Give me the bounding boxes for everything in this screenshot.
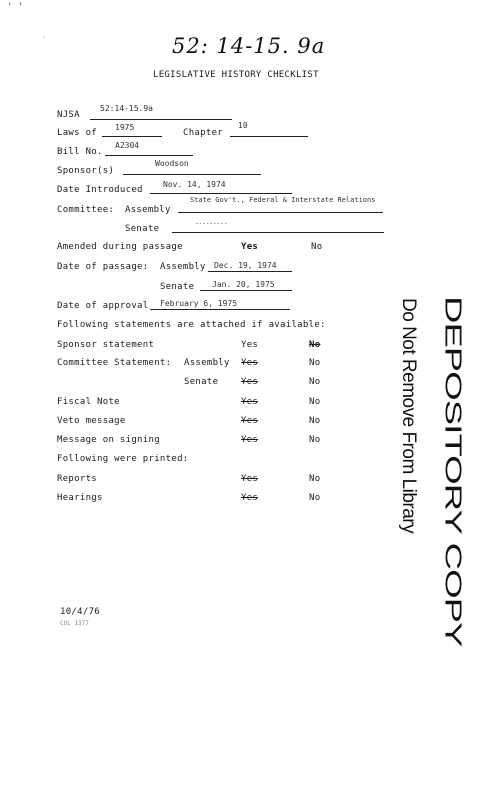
handwritten-reference: 52: 14-15. 9a bbox=[172, 34, 326, 58]
committee-assembly-label: Assembly bbox=[125, 205, 171, 215]
njsa-label: NJSA bbox=[57, 110, 80, 120]
sponsors-underline bbox=[123, 174, 261, 175]
footer-date: 10/4/76 bbox=[60, 607, 101, 617]
passage-assembly-label: Assembly bbox=[160, 262, 206, 272]
chapter-value: 10 bbox=[238, 121, 248, 130]
passage-assembly-value: Dec. 19, 1974 bbox=[214, 261, 277, 270]
committee-statement-assembly-label: Assembly bbox=[184, 358, 230, 368]
sponsors-label: Sponsor(s) bbox=[57, 166, 115, 176]
committee-senate-label: Senate bbox=[125, 224, 160, 234]
fiscal-note-label: Fiscal Note bbox=[57, 397, 120, 407]
njsa-underline bbox=[90, 119, 232, 120]
date-introduced-label: Date Introduced bbox=[57, 185, 143, 195]
chapter-underline bbox=[230, 136, 308, 137]
date-of-approval-label: Date of approval bbox=[57, 301, 149, 311]
committee-statement-assembly-yes: Yes bbox=[241, 358, 259, 368]
attached-header: Following statements are attached if available: bbox=[57, 320, 326, 330]
bill-no-underline bbox=[105, 155, 193, 156]
hearings-yes: Yes bbox=[241, 493, 259, 503]
bill-no-value: A2304 bbox=[115, 141, 140, 150]
laws-of-underline bbox=[102, 136, 162, 137]
passage-senate-underline bbox=[200, 290, 292, 291]
committee-senate-value: --------- bbox=[195, 220, 228, 227]
date-introduced-underline bbox=[150, 193, 292, 194]
committee-statement-senate-yes: Yes bbox=[241, 377, 259, 387]
message-on-signing-no: No bbox=[309, 435, 321, 445]
sponsors-value: Woodson bbox=[155, 159, 189, 168]
stray-mark: · bbox=[42, 34, 46, 41]
reports-yes: Yes bbox=[241, 474, 259, 484]
veto-message-yes: Yes bbox=[241, 416, 259, 426]
date-of-passage-label: Date of passage: bbox=[57, 262, 149, 272]
bill-no-label: Bill No. bbox=[57, 147, 103, 157]
committee-statement-senate-label: Senate bbox=[184, 377, 219, 387]
do-not-remove-stamp: Do Not Remove From Library bbox=[398, 298, 419, 534]
fiscal-note-no: No bbox=[309, 397, 321, 407]
passage-senate-label: Senate bbox=[160, 282, 195, 292]
laws-of-label: Laws of bbox=[57, 128, 98, 138]
committee-assembly-value: State Gov't., Federal & Interstate Relations bbox=[190, 196, 376, 204]
printed-header: Following were printed: bbox=[57, 454, 189, 464]
laws-of-value: 1975 bbox=[115, 123, 135, 132]
sponsor-statement-label: Sponsor statement bbox=[57, 340, 155, 350]
njsa-value: 52:14-15.9a bbox=[100, 104, 153, 113]
depository-copy-stamp: DEPOSITORY COPY bbox=[439, 296, 466, 647]
committee-senate-underline bbox=[172, 232, 384, 233]
message-on-signing-label: Message on signing bbox=[57, 435, 160, 445]
chapter-label: Chapter bbox=[183, 128, 224, 138]
amended-label: Amended during passage bbox=[57, 242, 183, 252]
committee-assembly-underline bbox=[178, 212, 383, 213]
veto-message-label: Veto message bbox=[57, 416, 126, 426]
committee-label: Committee: bbox=[57, 205, 115, 215]
sponsor-statement-yes: Yes bbox=[241, 340, 259, 350]
message-on-signing-yes: Yes bbox=[241, 435, 259, 445]
committee-statement-senate-no: No bbox=[309, 377, 321, 387]
date-of-approval-underline bbox=[150, 309, 290, 310]
amended-yes: Yes bbox=[241, 242, 259, 252]
fiscal-note-yes: Yes bbox=[241, 397, 259, 407]
date-of-approval-value: February 6, 1975 bbox=[160, 299, 238, 308]
committee-statement-assembly-no: No bbox=[309, 358, 321, 368]
corner-marks: ' ' bbox=[7, 2, 24, 12]
hearings-no: No bbox=[309, 493, 321, 503]
hearings-label: Hearings bbox=[57, 493, 103, 503]
date-introduced-value: Nov. 14, 1974 bbox=[163, 180, 226, 189]
committee-statement-label: Committee Statement: bbox=[57, 358, 172, 368]
veto-message-no: No bbox=[309, 416, 321, 426]
footer-code: COL 1377 bbox=[60, 620, 89, 627]
reports-no: No bbox=[309, 474, 321, 484]
page-title: LEGISLATIVE HISTORY CHECKLIST bbox=[153, 70, 319, 80]
passage-assembly-underline bbox=[208, 271, 292, 272]
sponsor-statement-no: No bbox=[309, 340, 321, 350]
passage-senate-value: Jan. 20, 1975 bbox=[212, 280, 275, 289]
reports-label: Reports bbox=[57, 474, 98, 484]
amended-no: No bbox=[311, 242, 323, 252]
